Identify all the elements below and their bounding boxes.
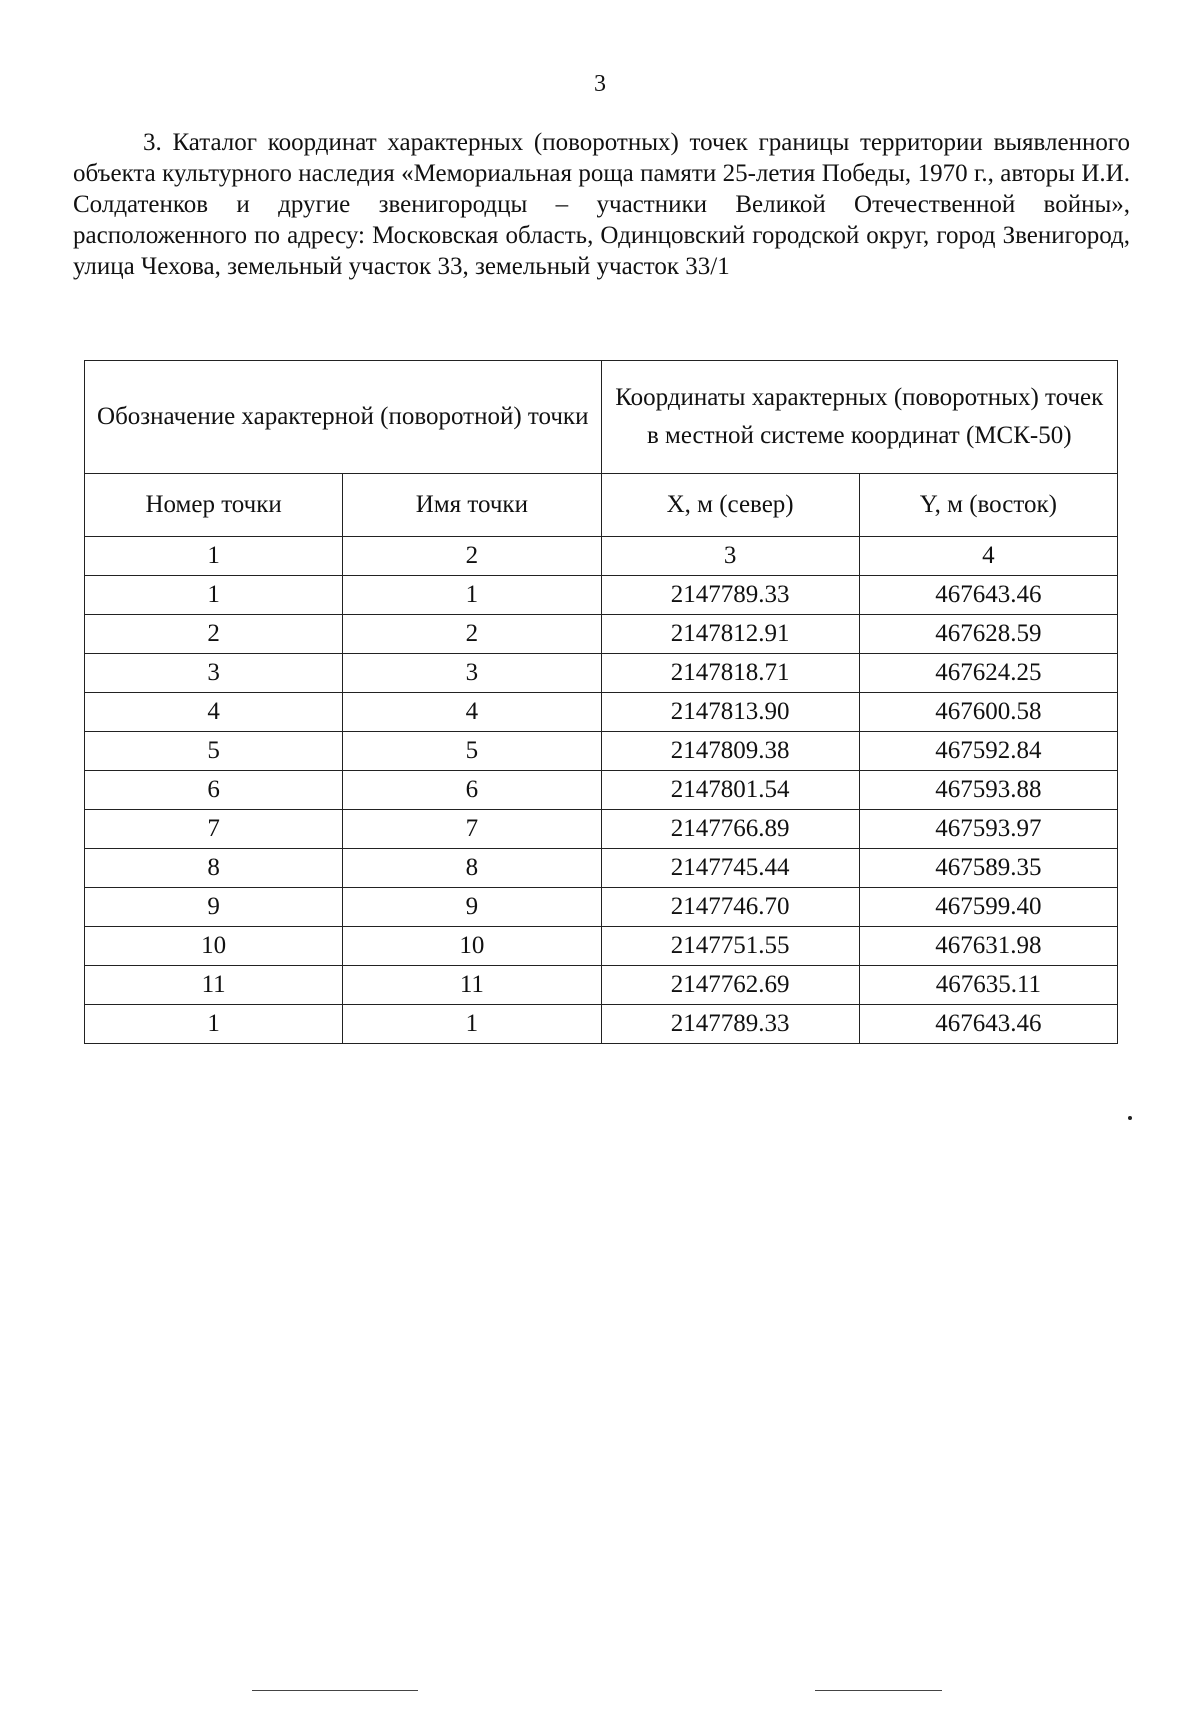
cell-point-name: 4 bbox=[343, 693, 601, 732]
cell-y: 467624.25 bbox=[859, 654, 1117, 693]
cell-point-number: 9 bbox=[85, 888, 343, 927]
cell-point-name: 9 bbox=[343, 888, 601, 927]
cell-y: 467631.98 bbox=[859, 927, 1117, 966]
cell-x: 2147801.54 bbox=[601, 771, 859, 810]
cell-y: 467635.11 bbox=[859, 966, 1117, 1005]
table-row bbox=[85, 576, 1118, 615]
cell-x: 2147812.91 bbox=[601, 615, 859, 654]
table-row bbox=[85, 888, 1118, 927]
table-row bbox=[85, 810, 1118, 849]
cell-point-name: 5 bbox=[343, 732, 601, 771]
page-number: 3 bbox=[594, 71, 606, 97]
footer-rule-left bbox=[252, 1690, 418, 1691]
table-row bbox=[85, 654, 1118, 693]
cell-point-name: 11 bbox=[343, 966, 601, 1005]
cell-point-number: 5 bbox=[85, 732, 343, 771]
cell-point-name: 10 bbox=[343, 927, 601, 966]
cell-point-number: 7 bbox=[85, 810, 343, 849]
cell-x: 2147766.89 bbox=[601, 810, 859, 849]
cell-y: 467600.58 bbox=[859, 693, 1117, 732]
table-row bbox=[85, 966, 1118, 1005]
cell-y: 467628.59 bbox=[859, 615, 1117, 654]
cell-point-number: 2 bbox=[85, 615, 343, 654]
table-row bbox=[85, 615, 1118, 654]
column-number: 3 bbox=[601, 537, 859, 576]
column-number: 4 bbox=[859, 537, 1117, 576]
cell-x: 2147746.70 bbox=[601, 888, 859, 927]
cell-point-name: 1 bbox=[343, 576, 601, 615]
cell-x: 2147789.33 bbox=[601, 1005, 859, 1044]
cell-y: 467593.88 bbox=[859, 771, 1117, 810]
stray-dot-mark bbox=[1128, 1116, 1132, 1120]
cell-y: 467643.46 bbox=[859, 576, 1117, 615]
point-designation-header: Обозначение характерной (поворотной) точки bbox=[85, 361, 602, 474]
cell-x: 2147751.55 bbox=[601, 927, 859, 966]
footer-rule-right bbox=[815, 1690, 942, 1691]
cell-x: 2147813.90 bbox=[601, 693, 859, 732]
column-header-point-number: Номер точки bbox=[85, 474, 343, 537]
cell-point-number: 1 bbox=[85, 576, 343, 615]
table-row bbox=[85, 849, 1118, 888]
column-header-point-name: Имя точки bbox=[343, 474, 601, 537]
cell-y: 467593.97 bbox=[859, 810, 1117, 849]
cell-point-name: 6 bbox=[343, 771, 601, 810]
table-column-header-row bbox=[85, 474, 1118, 537]
cell-point-number: 11 bbox=[85, 966, 343, 1005]
cell-y: 467643.46 bbox=[859, 1005, 1117, 1044]
cell-point-name: 3 bbox=[343, 654, 601, 693]
cell-point-number: 1 bbox=[85, 1005, 343, 1044]
cell-point-number: 10 bbox=[85, 927, 343, 966]
cell-point-name: 1 bbox=[343, 1005, 601, 1044]
cell-x: 2147789.33 bbox=[601, 576, 859, 615]
cell-point-number: 3 bbox=[85, 654, 343, 693]
column-number: 2 bbox=[343, 537, 601, 576]
table-group-header-row bbox=[85, 361, 1118, 474]
cell-x: 2147745.44 bbox=[601, 849, 859, 888]
cell-point-number: 4 bbox=[85, 693, 343, 732]
table-row bbox=[85, 1005, 1118, 1044]
table-row bbox=[85, 927, 1118, 966]
section-paragraph: 3. Каталог координат характерных (поворотных) точек границы территории выявленного объекта культурного наследия «Мемориальная роща памяти 25-летия Победы, 1970 г., авторы И.И. Солдатенков и другие звенигородцы – участники Великой Отечественной войны», расположенного по адресу: Московская область, Одинцовский городской округ, город Звенигород, улица Чехова, земельный участок 33, земельный участок 33/1 bbox=[73, 129, 1130, 280]
cell-point-number: 6 bbox=[85, 771, 343, 810]
cell-y: 467599.40 bbox=[859, 888, 1117, 927]
cell-point-name: 7 bbox=[343, 810, 601, 849]
column-number: 1 bbox=[85, 537, 343, 576]
cell-x: 2147809.38 bbox=[601, 732, 859, 771]
table-row bbox=[85, 732, 1118, 771]
cell-point-name: 8 bbox=[343, 849, 601, 888]
cell-point-number: 8 bbox=[85, 849, 343, 888]
table-row bbox=[85, 771, 1118, 810]
table-row bbox=[85, 693, 1118, 732]
cell-y: 467592.84 bbox=[859, 732, 1117, 771]
coordinates-table bbox=[84, 360, 1118, 1044]
cell-x: 2147818.71 bbox=[601, 654, 859, 693]
column-header-y: Y, м (восток) bbox=[859, 474, 1117, 537]
column-header-x: X, м (север) bbox=[601, 474, 859, 537]
cell-y: 467589.35 bbox=[859, 849, 1117, 888]
table-column-number-row bbox=[85, 537, 1118, 576]
coordinates-header: Координаты характерных (поворотных) точек в местной системе координат (МСК-50) bbox=[601, 361, 1118, 474]
cell-x: 2147762.69 bbox=[601, 966, 859, 1005]
cell-point-name: 2 bbox=[343, 615, 601, 654]
